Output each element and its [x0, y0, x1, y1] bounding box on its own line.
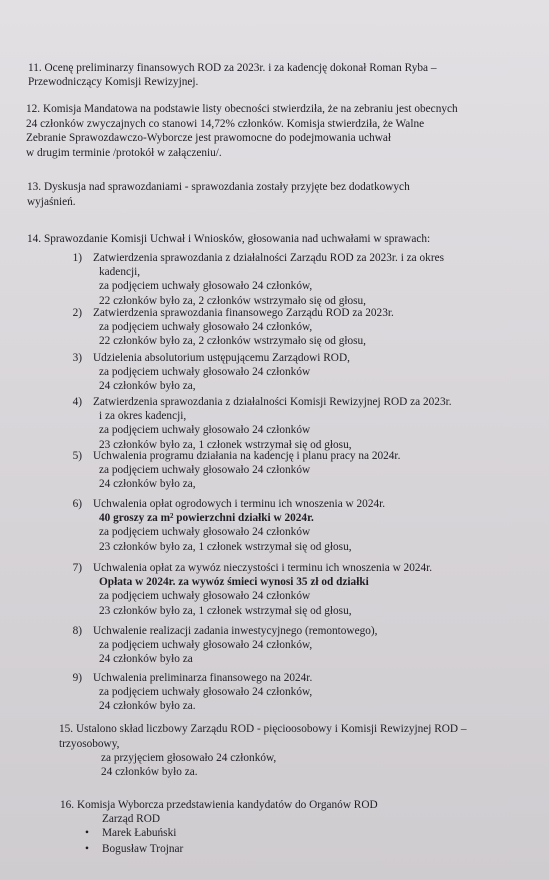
- section-13-line-2: wyjaśnień.: [27, 196, 76, 208]
- resolution-detail: za podjęciem uchwały głosowało 24 członków,: [99, 321, 313, 334]
- resolution-detail: 24 członków było za,: [99, 478, 196, 491]
- section-11-line-2: Przewodniczący Komisji Rewizyjnej.: [28, 76, 199, 88]
- resolution-detail: za podjęciem uchwały głosowało 24 członków,: [99, 280, 313, 293]
- resolution-title: Uchwalenia preliminarza finansowego na 2024r.: [93, 672, 313, 684]
- resolution-detail: za podjęciem uchwały głosowało 24 członków: [99, 526, 311, 539]
- resolution-detail: 23 członków było za, 1 członek wstrzymał się od głosu,: [99, 438, 352, 451]
- resolution-number: 2): [72, 307, 82, 319]
- section-12-line-1: 12. Komisja Mandatowa na podstawie listy obecności stwierdziła, że na zebraniu jest obecnych: [26, 103, 458, 115]
- resolution-number: 1): [72, 252, 82, 264]
- resolution-number: 6): [72, 498, 82, 510]
- resolution-detail: za podjęciem uchwały głosowało 24 członków: [99, 590, 311, 603]
- member-name: Marek Łabuński: [102, 827, 177, 839]
- resolution-title: Zatwierdzenia sprawozdania z działalności Komisji Rewizyjnej ROD za 2023r.: [93, 396, 452, 408]
- resolution-detail: Opłata w 2024r. za wywóz śmieci wynosi 35 zł od działki: [99, 576, 369, 589]
- resolution-detail: 23 członków było za, 1 członek wstrzymał się od głosu,: [99, 604, 352, 617]
- resolution-title: Zatwierdzenia sprawozdania finansowego Zarządu ROD za 2023r.: [93, 307, 394, 319]
- section-12-line-3: Zebranie Sprawozdawczo-Wyborcze jest prawomocne do podejmowania uchwał: [26, 132, 392, 144]
- resolution-detail: 22 członków było za, 2 członków wstrzymało się od głosu,: [99, 294, 366, 307]
- resolution-title: Uchwalenia programu działania na kadencję i planu pracy na 2024r.: [93, 450, 401, 462]
- section-12-line-4: w drugim terminie /protokół w załączeniu/.: [26, 147, 222, 159]
- section-15-line-4: 24 członków było za.: [101, 766, 198, 778]
- member-name: Bogusław Trojnar: [102, 843, 184, 855]
- resolution-title: Zatwierdzenia sprawozdania z działalności Zarządu ROD za 2023r. i za okres: [93, 252, 444, 264]
- resolution-detail: i za okres kadencji,: [99, 410, 187, 423]
- resolution-detail: za podjęciem uchwały głosowało 24 członków,: [99, 639, 313, 652]
- resolution-number: 9): [72, 672, 82, 684]
- section-11-line-1: 11. Ocenę preliminarzy finansowych ROD za 2023r. i za kadencję dokonał Roman Ryba –: [28, 62, 437, 74]
- section-13-line-1: 13. Dyskusja nad sprawozdaniami - sprawozdania zostały przyjęte bez dodatkowych: [27, 181, 410, 193]
- section-16-line-1: 16. Komisja Wyborcza przedstawienia kandydatów do Organów ROD: [60, 799, 378, 811]
- resolution-number: 8): [72, 625, 82, 637]
- resolution-detail: 23 członków było za, 1 członek wstrzymał się od głosu,: [99, 540, 352, 553]
- resolution-title: Uchwalenia opłat ogrodowych i terminu ich wnoszenia w 2024r.: [93, 498, 386, 510]
- resolution-number: 4): [72, 396, 82, 408]
- resolution-detail: za podjęciem uchwały głosowało 24 członków,: [99, 686, 313, 699]
- section-16-line-2: Zarząd ROD: [102, 813, 161, 825]
- resolution-detail: 24 członków było za,: [99, 380, 196, 393]
- resolution-detail: 40 groszy za m² powierzchni działki w 2024r.: [99, 512, 314, 525]
- section-14-heading: 14. Sprawozdanie Komisji Uchwał i Wniosków, głosowania nad uchwałami w sprawach:: [27, 233, 431, 245]
- section-15-line-3: za przyjęciem głosowało 24 członków,: [101, 752, 277, 764]
- section-15-line-2: trzyosobowy,: [59, 738, 120, 750]
- resolution-detail: 22 członków było za, 2 członków wstrzymało się od głosu,: [99, 335, 366, 348]
- resolution-detail: za podjęciem uchwały głosowało 24 członków: [99, 464, 311, 477]
- resolution-title: Uchwalenia opłat za wywóz nieczystości i terminu ich wnoszenia w 2024r.: [93, 562, 433, 574]
- resolution-detail: 24 członków było za: [99, 653, 193, 666]
- resolution-number: 5): [72, 450, 82, 462]
- resolution-title: Udzielenia absolutorium ustępującemu Zarządowi ROD,: [93, 352, 350, 364]
- resolution-detail: za podjęciem uchwały głosowało 24 członków: [99, 366, 311, 379]
- resolution-number: 3): [72, 352, 82, 364]
- resolution-detail: kadencji,: [99, 266, 141, 279]
- bullet-icon: •: [85, 827, 89, 839]
- resolution-detail: 24 członków było za.: [99, 700, 196, 713]
- resolution-number: 7): [72, 562, 82, 574]
- section-12-line-2: 24 członków zwyczajnych co stanowi 14,72% członków. Komisja stwierdziła, że Walne: [26, 118, 425, 130]
- resolution-title: Uchwalenie realizacji zadania inwestycyjnego (remontowego),: [93, 625, 378, 637]
- resolution-detail: za podjęciem uchwały głosowało 24 członków: [99, 424, 311, 437]
- section-15-line-1: 15. Ustalono skład liczbowy Zarządu ROD - pięcioosobowy i Komisji Rewizyjnej ROD –: [59, 723, 467, 735]
- bullet-icon: •: [85, 843, 89, 855]
